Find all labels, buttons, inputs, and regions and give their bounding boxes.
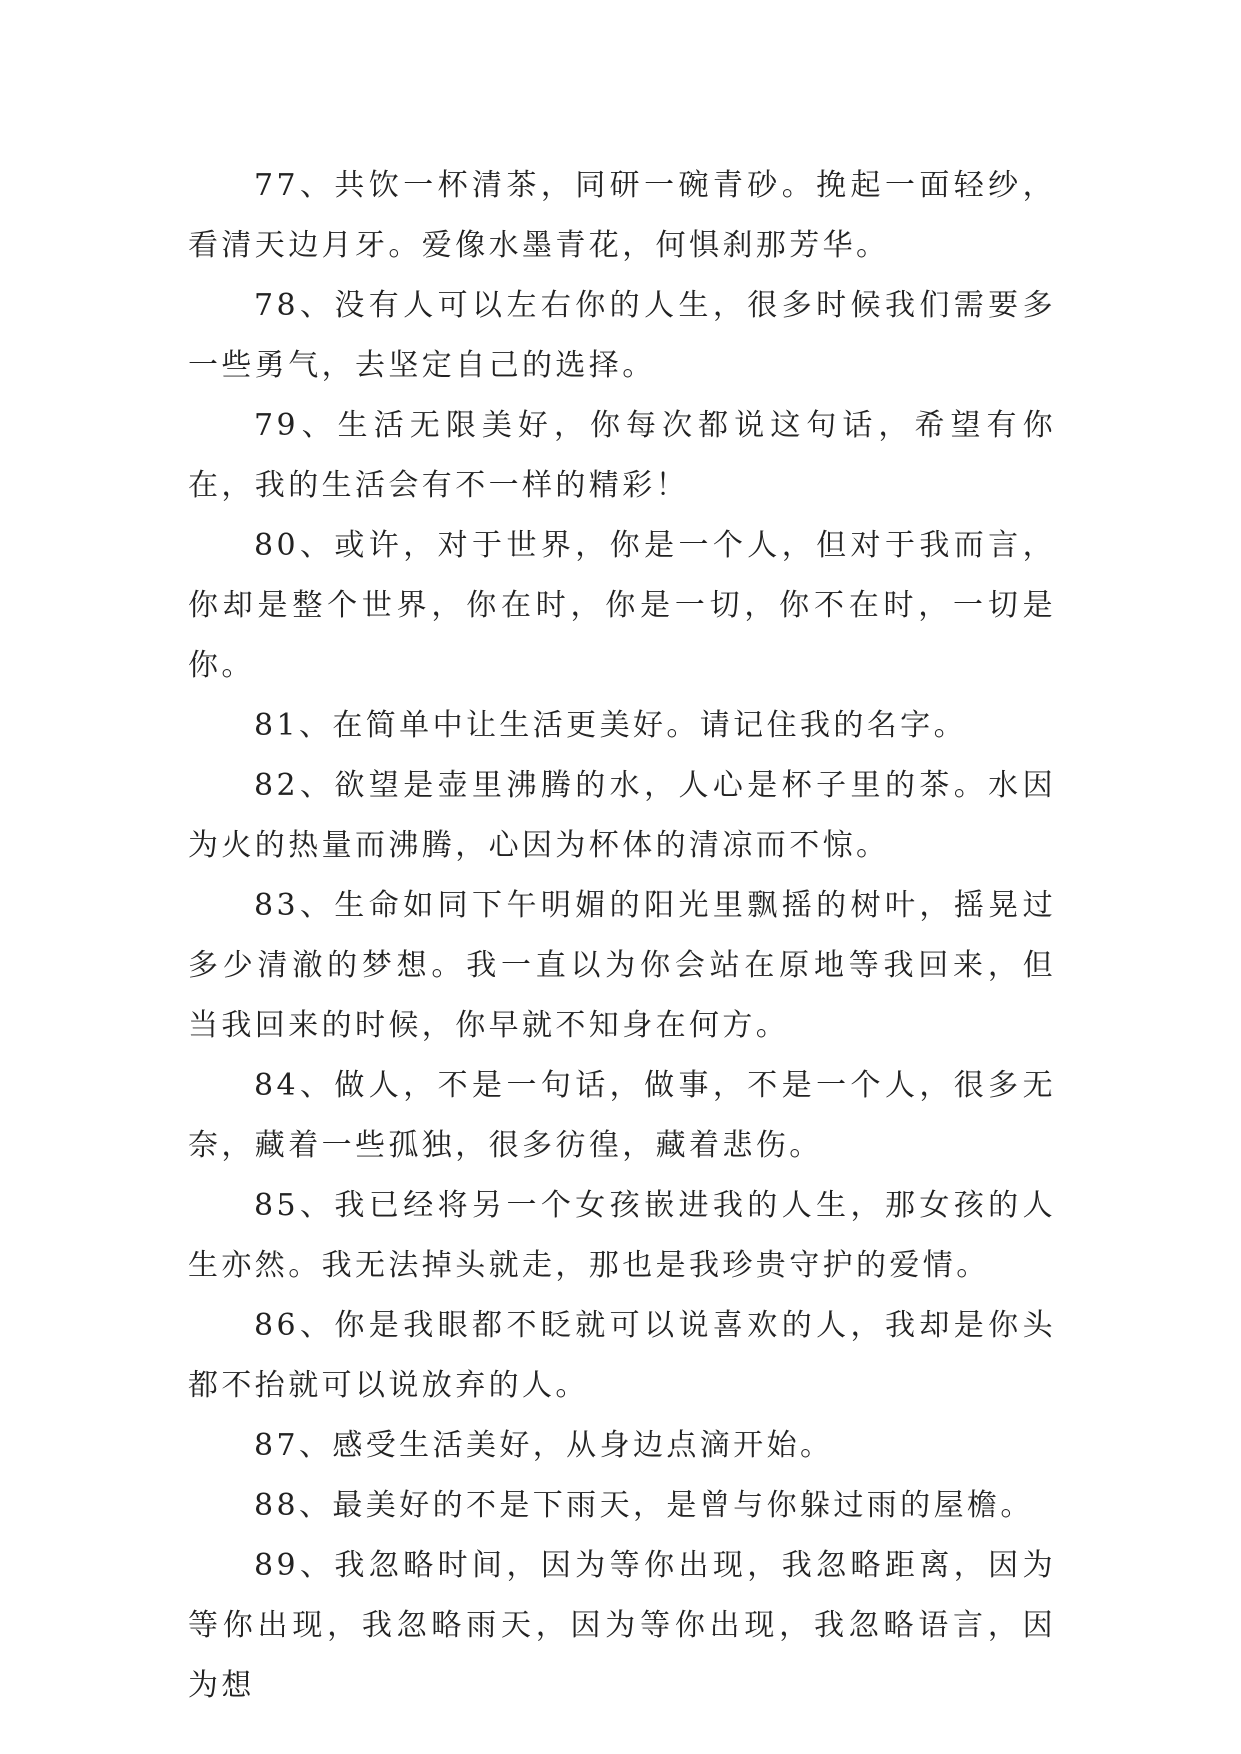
document-body: [188, 156, 1056, 1716]
paragraph-81: 81、在简单中让生活更美好。请记住我的名字。: [254, 708, 967, 743]
paragraph-83: 83、生命如同下午明媚的阳光里飘摇的树叶，摇晃过多少清澈的梦想。我一直以为你会站在原地等我回来，但当我回来的时候，你早就不知身在何方。: [188, 888, 1056, 1043]
paragraph-78: 78、没有人可以左右你的人生，很多时候我们需要多一些勇气，去坚定自己的选择。: [188, 288, 1056, 383]
paragraph-87: 87、感受生活美好，从身边点滴开始。: [254, 1428, 834, 1463]
paragraph-86: 86、你是我眼都不眨就可以说喜欢的人，我却是你头都不抬就可以说放弃的人。: [188, 1308, 1056, 1403]
paragraph-88: 88、最美好的不是下雨天，是曾与你躲过雨的屋檐。: [254, 1488, 1034, 1523]
paragraph-82: 82、欲望是壶里沸腾的水，人心是杯子里的茶。水因为火的热量而沸腾，心因为杯体的清凉而不惊。: [188, 768, 1056, 863]
paragraph-79: 79、生活无限美好，你每次都说这句话，希望有你在，我的生活会有不一样的精彩！: [188, 408, 1056, 503]
paragraph-89: 89、我忽略时间，因为等你出现，我忽略距离，因为等你出现，我忽略雨天，因为等你出现，我忽略语言，因为想: [188, 1548, 1056, 1703]
paragraph-84: 84、做人，不是一句话，做事，不是一个人，很多无奈，藏着一些孤独，很多彷徨，藏着悲伤。: [188, 1068, 1056, 1163]
paragraph-80: 80、或许，对于世界，你是一个人，但对于我而言，你却是整个世界，你在时，你是一切，你不在时，一切是你。: [188, 528, 1056, 683]
paragraph-85: 85、我已经将另一个女孩嵌进我的人生，那女孩的人生亦然。我无法掉头就走，那也是我珍贵守护的爱情。: [188, 1188, 1056, 1283]
paragraph-77: 77、共饮一杯清茶，同研一碗青砂。挽起一面轻纱，看清天边月牙。爱像水墨青花，何惧刹那芳华。: [188, 168, 1056, 263]
